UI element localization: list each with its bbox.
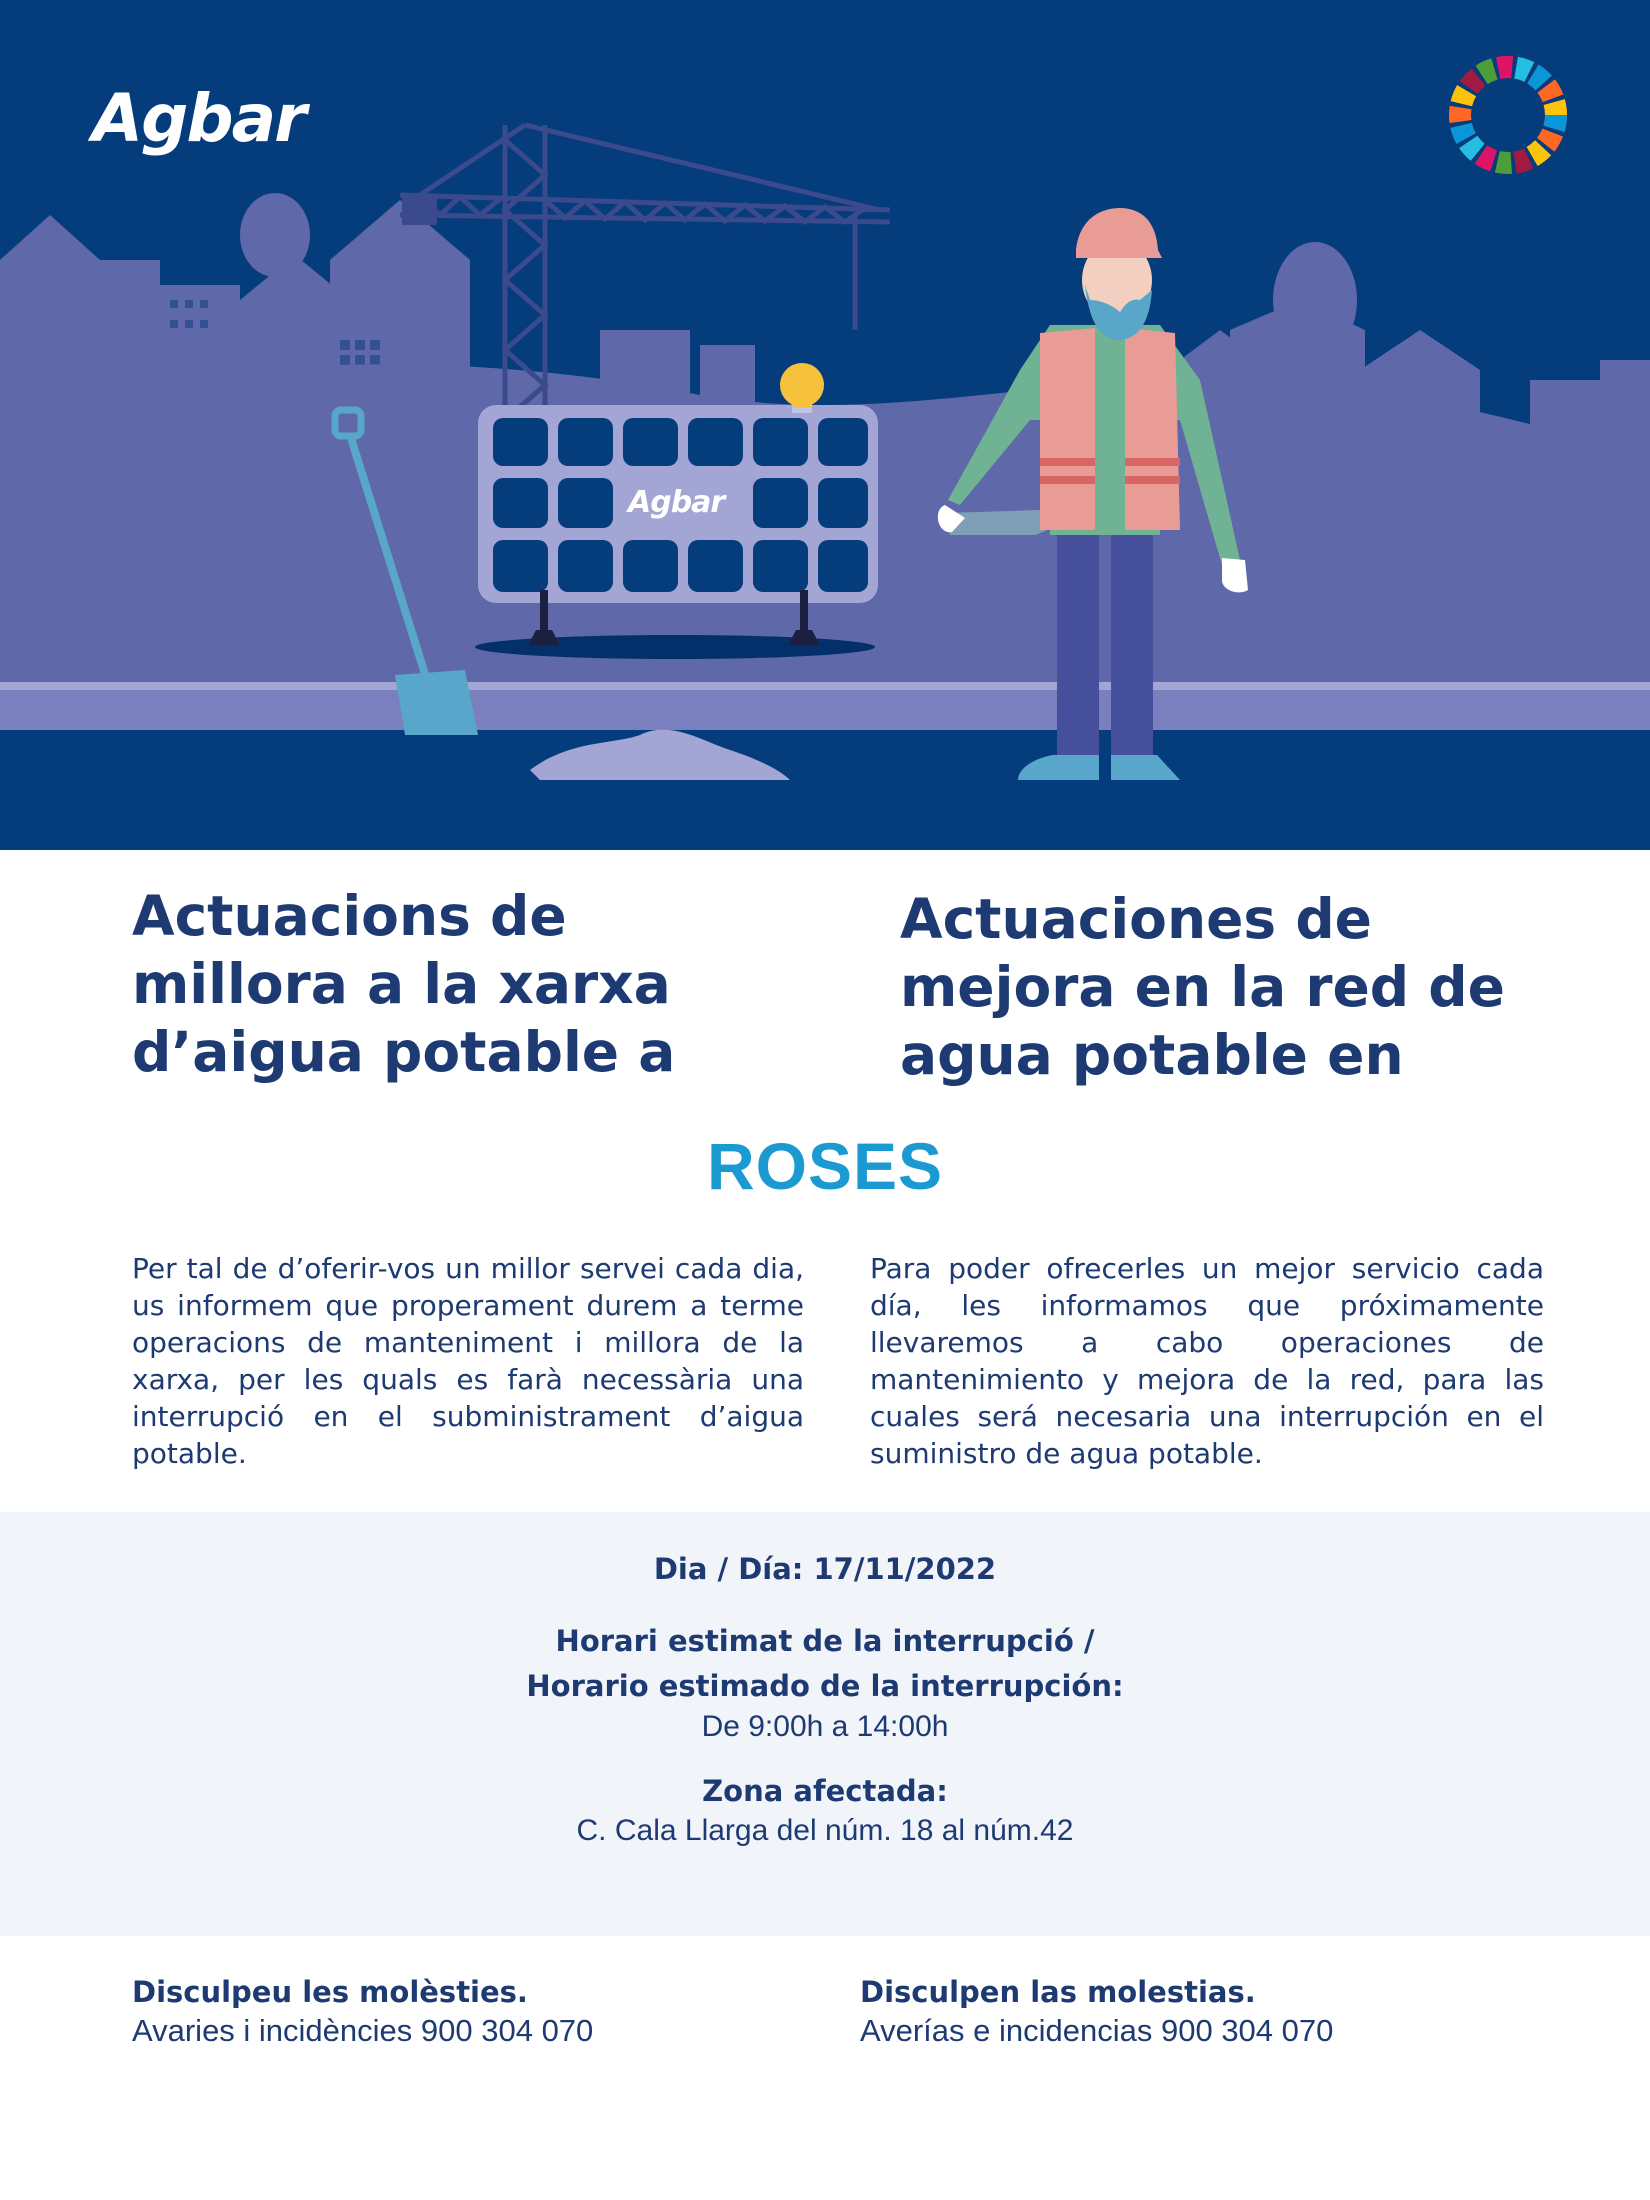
title-spanish-line: agua potable en <box>900 1023 1404 1087</box>
barrier-agbar-logo: Agbar <box>628 485 725 520</box>
zone-label: Zona afectada: <box>702 1774 948 1808</box>
apology-catalan: Disculpeu les molèsties. <box>132 1975 528 2009</box>
title-spanish <box>900 885 1600 1089</box>
contact-spanish: Averías e incidencias 900 304 070 <box>860 2013 1334 2048</box>
schedule-label-catalan: Horari estimat de la interrupció / <box>555 1624 1095 1658</box>
hero-illustration <box>0 0 1650 850</box>
interruption-date: Dia / Día: 17/11/2022 <box>653 1552 997 1586</box>
title-catalan <box>132 882 832 1086</box>
body-text-catalan: Per tal de d’oferir-vos un millor servei cada dia, us informem que properament durem a terme operacions de manteniment i millora de la xarxa, per les quals es farà necessària una interrupció en el subministrament d’aigua potable. <box>132 1252 804 1470</box>
schedule-label-spanish: Horario estimado de la interrupción: <box>526 1669 1124 1703</box>
zone-value: C. Cala Llarga del núm. 18 al núm.42 <box>576 1814 1074 1847</box>
title-catalan-line: d’aigua potable a <box>132 1020 676 1084</box>
contact-catalan: Avaries i incidències 900 304 070 <box>132 2013 594 2048</box>
title-spanish-line: Actuaciones de <box>900 887 1372 951</box>
agbar-logo: Agbar <box>92 80 305 157</box>
apology-spanish: Disculpen las molestias. <box>860 1975 1256 2009</box>
title-catalan-line: Actuacions de <box>132 884 567 948</box>
body-text-spanish: Para poder ofrecerles un mejor servicio cada día, les informamos que próximamente llevaremos a cabo operaciones de mantenimiento y mejora de la red, para las cuales será necesaria una interrupción en el suministro de agua potable. <box>870 1252 1544 1470</box>
schedule-value: De 9:00h a 14:00h <box>701 1710 949 1743</box>
town-name: ROSES <box>706 1129 944 1203</box>
title-spanish-line: mejora en la red de <box>900 955 1505 1019</box>
interruption-info-panel <box>0 1512 1650 1936</box>
title-catalan-line: millora a la xarxa <box>132 952 671 1016</box>
